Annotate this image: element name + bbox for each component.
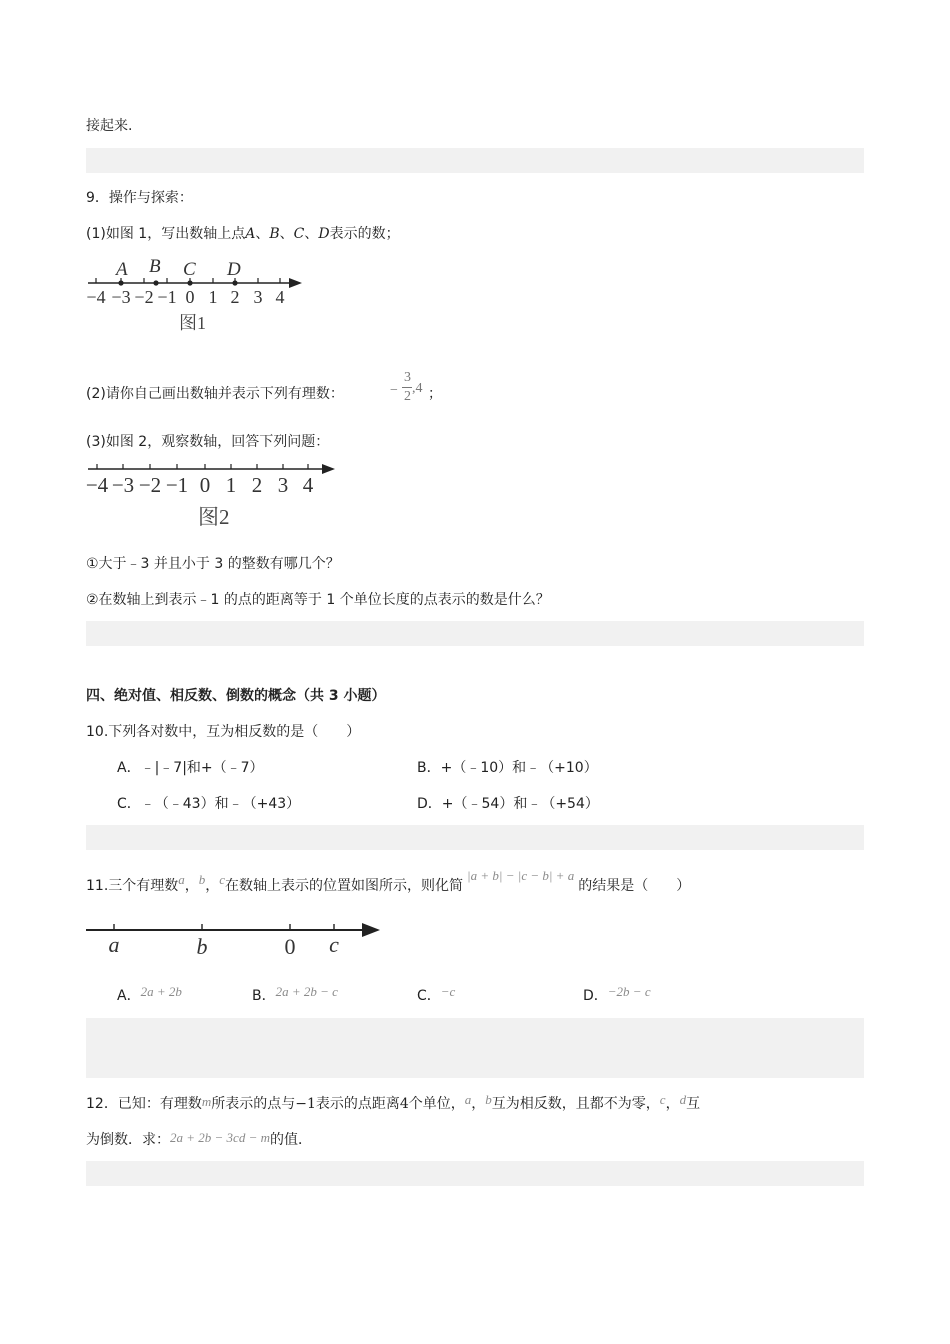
- q11-option-d: D．−2b − c: [583, 984, 651, 1004]
- answer-area-q12: [86, 1161, 864, 1186]
- fraction-neg-3-over-2: − 3 2 ,4: [390, 370, 423, 404]
- tick-label: −2: [134, 287, 154, 307]
- answer-area-q11: [86, 1018, 864, 1078]
- label-d: D: [227, 259, 241, 280]
- answer-area-q9: [86, 621, 864, 646]
- intro-text: 接起来.: [86, 118, 133, 134]
- tick-label: −3: [111, 473, 135, 497]
- label-a: A: [116, 259, 128, 280]
- point-a: [118, 280, 123, 285]
- tick-label: 4: [275, 287, 285, 307]
- tick-label: 1: [225, 473, 237, 497]
- answer-area-q10: [86, 825, 864, 850]
- q10-option-d: D．+（﹣54）和﹣（+54）: [417, 796, 599, 812]
- q11-expression: |a + b| − |c − b| + a: [467, 868, 575, 883]
- tick-label: 3: [253, 287, 263, 307]
- tick-label: 1: [208, 287, 218, 307]
- q11-option-b: B．2a + 2b − c: [252, 984, 338, 1004]
- q9-part3: (3)如图 2，观察数轴，回答下列问题：: [86, 434, 330, 450]
- q11-number-line: [86, 914, 386, 964]
- tick-label: −3: [111, 287, 131, 307]
- tick-label: 0: [185, 287, 195, 307]
- tick-label: 2: [251, 473, 263, 497]
- tick-label: 0: [199, 473, 211, 497]
- q12-line-2: 为倒数．求：2a + 2b − 3cd − m的值．: [86, 1130, 312, 1148]
- q11-stem: 11.三个有理数a，b，c在数轴上表示的位置如图所示，则化简|a + b| − |c − b| + a的结果是（ ）: [86, 868, 691, 894]
- q10-option-c: C．﹣（﹣43）和﹣（+43）: [117, 796, 301, 812]
- point-d: [232, 280, 237, 285]
- q9-sub1: ①大于﹣3 并且小于 3 的整数有哪几个？: [86, 556, 340, 572]
- tick-label: −4: [86, 473, 109, 497]
- tick-label: −2: [138, 473, 162, 497]
- q10-option-a: A．﹣|﹣7|和+（﹣7）: [117, 760, 264, 776]
- q9-part1: (1)如图 1，写出数轴上点A、B、C、D表示的数；: [86, 226, 400, 242]
- point-c: [187, 280, 192, 285]
- q12-line-1: 12．已知：有理数m所表示的点与−1表示的点距离4个单位，a，b互为相反数，且都不为零，c，d互: [86, 1092, 701, 1112]
- figure-2-number-line: [86, 458, 346, 532]
- figure-1-number-line: [86, 254, 316, 338]
- q10-stem: 10.下列各对数中，互为相反数的是（ ）: [86, 724, 361, 740]
- label-c: c: [329, 932, 339, 957]
- tick-label: −1: [157, 287, 177, 307]
- label-b: b: [196, 934, 208, 959]
- q10-option-b: B．+（﹣10）和﹣（+10）: [417, 760, 598, 776]
- q11-option-c: C．−c: [417, 984, 456, 1004]
- section-4-title: 四、绝对值、相反数、倒数的概念（共 3 小题）: [86, 688, 386, 704]
- q9-sub2: ②在数轴上到表示﹣1 的点的距离等于 1 个单位长度的点表示的数是什么？: [86, 592, 550, 608]
- q9-part2: (2)请你自己画出数轴并表示下列有理数：: [86, 386, 344, 402]
- label-zero: 0: [284, 934, 296, 959]
- label-b: B: [149, 256, 161, 277]
- tick-label: 2: [230, 287, 240, 307]
- figure-1-caption: 图1: [179, 313, 206, 333]
- tick-label: −1: [165, 473, 189, 497]
- figure-2-caption: 图2: [198, 505, 230, 529]
- tick-label: 3: [277, 473, 289, 497]
- q9-part2-suffix: ；: [428, 386, 442, 402]
- answer-area-q8: [86, 148, 864, 173]
- point-b: [153, 280, 158, 285]
- tick-label: −4: [86, 287, 106, 307]
- q9-title: 9．操作与探索：: [86, 190, 193, 206]
- q11-option-a: A．2a + 2b: [117, 984, 182, 1004]
- q12-expression: 2a + 2b − 3cd − m: [170, 1130, 270, 1145]
- tick-label: 4: [302, 473, 314, 497]
- label-a: a: [108, 932, 120, 957]
- label-c: C: [183, 259, 196, 280]
